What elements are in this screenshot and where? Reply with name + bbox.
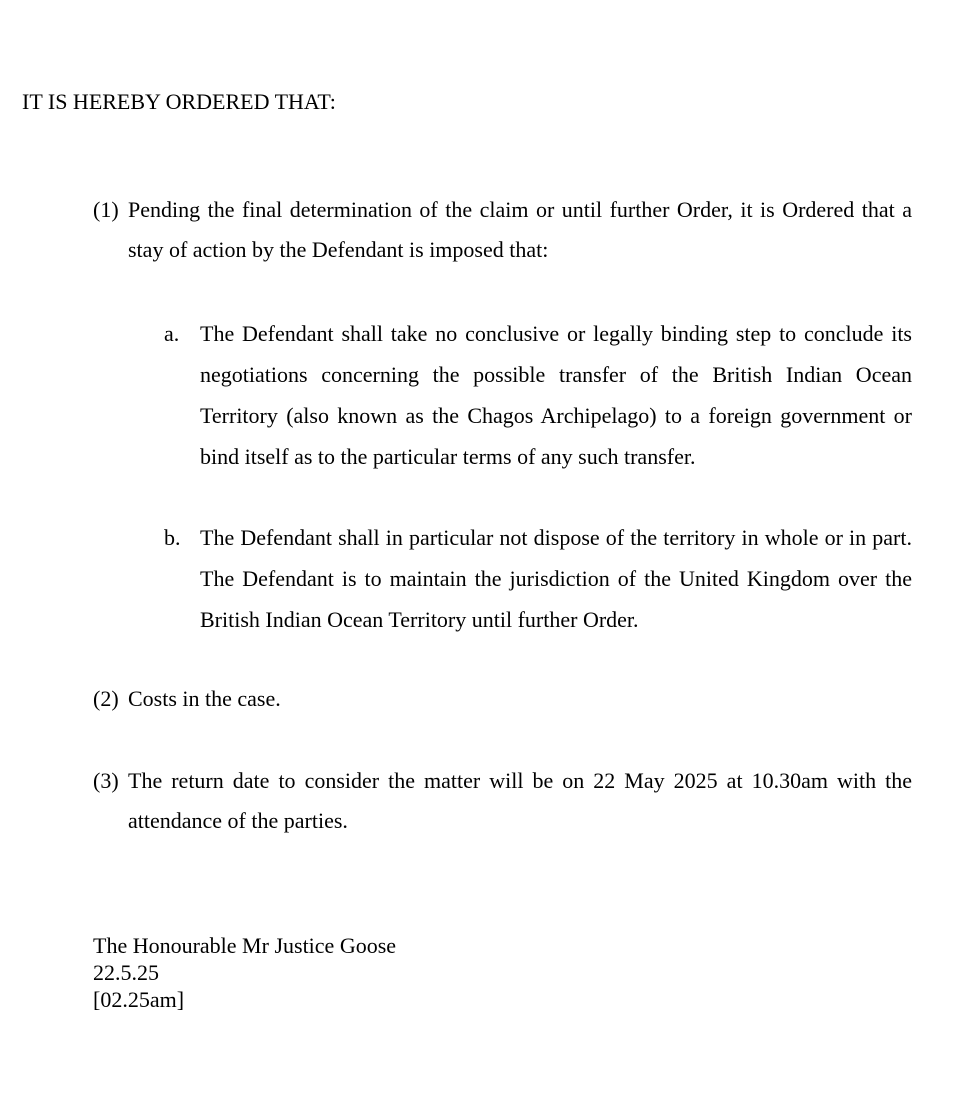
order-paragraph-2 — [93, 679, 912, 719]
order-subparagraph-a — [164, 313, 912, 477]
subparagraph-letter: b. — [164, 525, 181, 550]
paragraph-number: (1) — [93, 197, 119, 222]
order-heading: IT IS HEREBY ORDERED THAT: — [22, 89, 336, 114]
order-paragraph-3 — [93, 761, 912, 841]
order-paragraph-1 — [93, 190, 912, 270]
order-subparagraph-b — [164, 517, 912, 640]
paragraph-number: (3) — [93, 768, 119, 793]
order-time: [02.25am] — [93, 987, 185, 1012]
judge-name: The Honourable Mr Justice Goose — [93, 933, 397, 958]
subparagraph-text: The Defendant shall take no conclusive or legally binding step to conclude its negotiations concerning the possible transfer of the British Indian Ocean Territory (also known as the Chagos Archipelago) to a foreign government or bind itself as to the particular terms of any such transfer. — [200, 321, 912, 469]
subparagraph-text: The Defendant shall in particular not dispose of the territory in whole or in part. The Defendant is to maintain the jurisdiction of the United Kingdom over the British Indian Ocean Territory until further Order. — [200, 525, 912, 632]
signature-block — [93, 932, 396, 1013]
paragraph-text: The return date to consider the matter will be on 22 May 2025 at 10.30am with the attendance of the parties. — [128, 768, 912, 833]
paragraph-number: (2) — [93, 686, 119, 711]
paragraph-text: Pending the final determination of the claim or until further Order, it is Ordered that a stay of action by the Defendant is imposed that: — [128, 197, 912, 262]
subparagraph-letter: a. — [164, 321, 180, 346]
order-date: 22.5.25 — [93, 960, 159, 985]
paragraph-text: Costs in the case. — [128, 686, 281, 711]
